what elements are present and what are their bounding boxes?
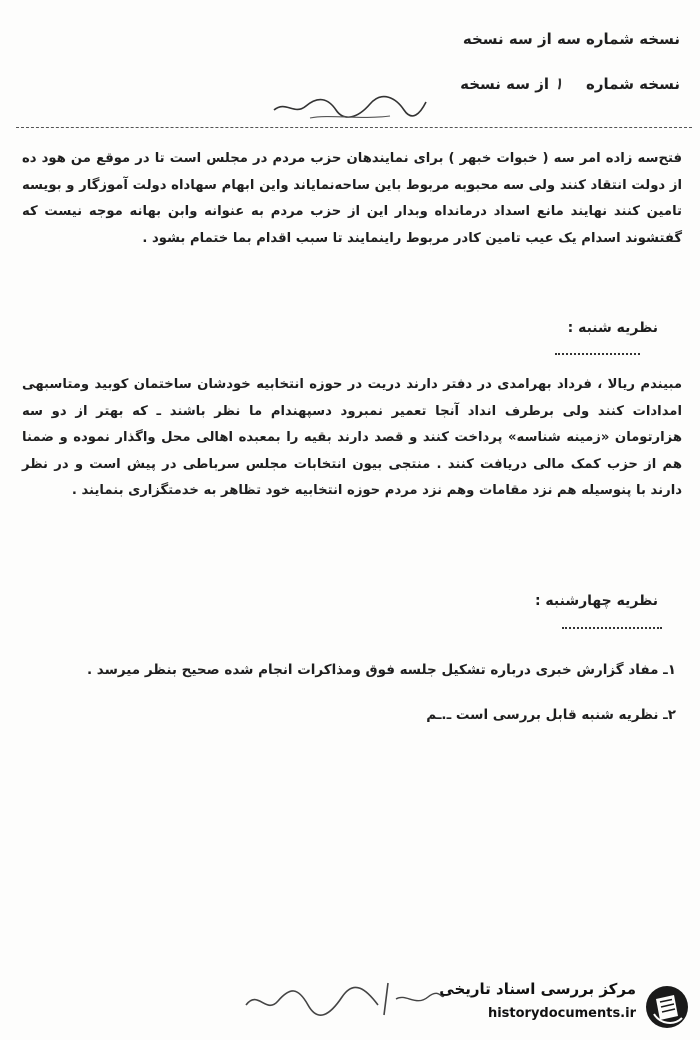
saturday-opinion-heading: نظریه شنبه : <box>567 320 658 336</box>
watermark-url: historydocuments.ir <box>487 1006 636 1021</box>
copy-number-line: نسخه شماره سه از سه نسخه <box>462 30 680 48</box>
opinion-item-1: ۱ـ مفاد گزارش خبری درباره تشکیل جلسه فوق ومذاکرات انجام شده صحیح بنظر میرسد . <box>86 662 676 678</box>
copy-index-handwritten-number: ۱ <box>554 74 563 93</box>
archive-logo-icon <box>644 984 690 1030</box>
copy-index-suffix: از سه نسخه <box>460 75 549 93</box>
wednesday-heading-underline <box>562 627 662 629</box>
report-paragraph-2: مبیندم ریالا ، فرداد بهرامدی در دفتر دارند دریت در حوزه انتخابیه خودشان ساختمان کوبید ومتاسبهی امدادات کنند ولی برطرف انداد آنجا تعمیر نمبرود دسپهندام ما نظر باشند ـ که بهتر از دو سه هزارتومان «زمینه شناسه» پرداخت کنند و قصد دارند بقیه را بمعبده اهالی محل واگذار نموده و ضمنا هم از حزب کمک مالی دریافت کنند . منتجی بیون انتخابات مجلس سرباطی در پیش است و در نظر دارند با پنوسیله هم نزد مقامات وهم نزد مردم حوزه انتخابیه خود تظاهر به خدمتگزاری بنمایند . <box>22 377 682 498</box>
copy-index-line <box>460 74 680 93</box>
opinion-item-2: ۲ـ نظریه شنبه قابل بررسی است ـ.ـم <box>426 707 676 723</box>
saturday-heading-underline <box>555 353 640 355</box>
signature-scrawl <box>238 975 448 1025</box>
copy-index-prefix: نسخه شماره <box>586 75 680 93</box>
report-paragraph-1: فتح‌سه زاده امر سه ( خبوات خبهر ) برای نمایندهان حزب مردم در مجلس است تا در موقع من هود ده از دولت انتقاد کنند ولی سه محبوبه مربوط باین ساحه‌نمایاند واین ابهام سهاداه دولت آموزگار و بویسه تامین کنند نهایند مانع اسداد درمانداه وبدار این از حزب مردم به عنوانه وابن بهانه موجه نیست که گفتشوند اسدام یک عیب تامین کادر مربوط راینمایند تا سبب اقدام بما ختمام بشود . <box>22 151 682 246</box>
wednesday-opinion-heading: نظریه چهارشنبه : <box>534 593 658 609</box>
handwritten-annotation <box>270 92 430 122</box>
watermark-name: مرکز بررسی اسناد تاریخی <box>439 980 636 998</box>
header-dashed-rule <box>16 127 692 128</box>
watermark-brand <box>428 978 692 1034</box>
